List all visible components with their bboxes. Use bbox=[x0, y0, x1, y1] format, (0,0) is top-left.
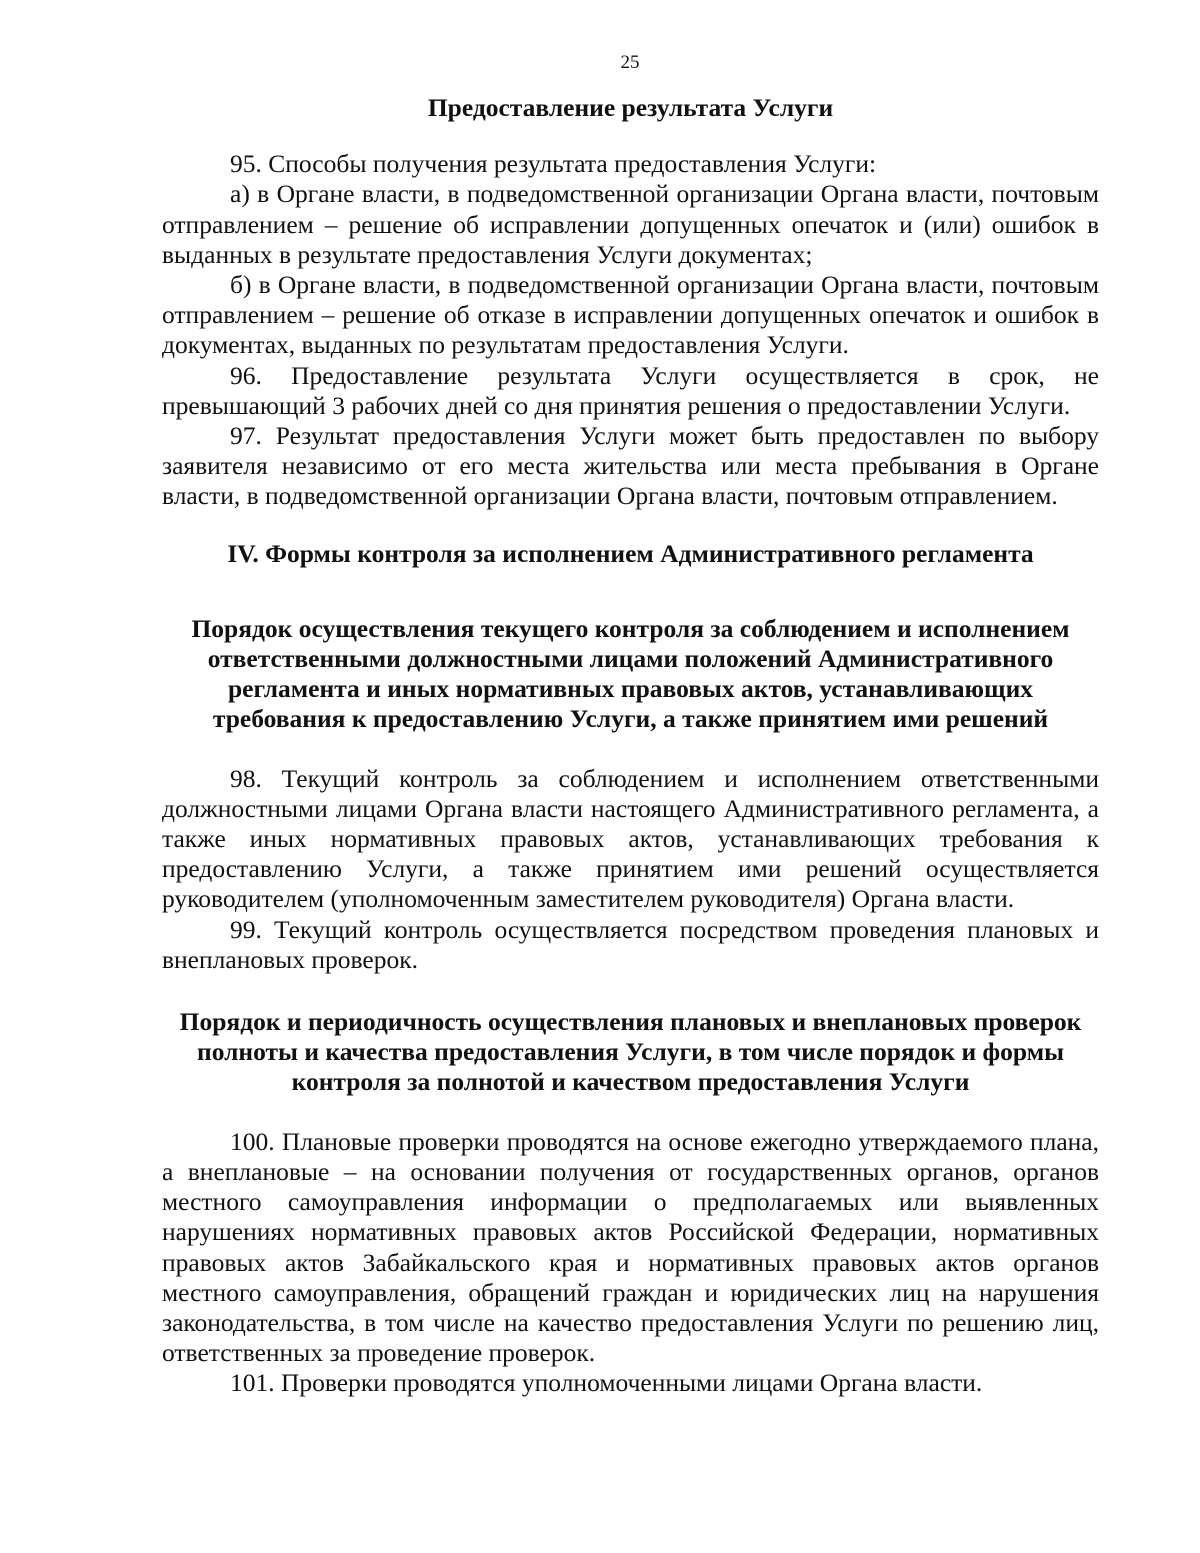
section-heading-result: Предоставление результата Услуги bbox=[427, 93, 834, 122]
paragraph-96: 96. Предоставление результата Услуги осуществляется в срок, не превышающий 3 рабочих дней со дня принятия решения о предоставлении Услуги. bbox=[162, 360, 1099, 420]
paragraph-100: 100. Плановые проверки проводятся на основе ежегодно утверждаемого плана, а внеплановые – на основании получения от государственных органов, органов местного самоуправления информации о предполагаемых или выявленных нарушениях нормативных правовых актов Российской Федерации, нормативных правовых актов Забайкальского края и нормативных правовых актов органов местного самоуправления, обращений граждан и юридических лиц на нарушения законодательства, в том числе на качество предоставления Услуги по решению лиц, ответственных за проведение проверок. bbox=[162, 1126, 1099, 1368]
chapter-heading-iv: IV. Формы контроля за исполнением Административного регламента bbox=[227, 538, 1034, 568]
section-heading-current-control: Порядок осуществления текущего контроля за соблюдением и исполнением ответственными должностными лицами положений Административного регламента и иных нормативных правовых актов, устанавливающих требования к предоставлению Услуги, а также принятием ими решений bbox=[191, 613, 1070, 734]
paragraph-95: 95. Способы получения результата предоставления Услуги: bbox=[230, 149, 877, 179]
paragraph-101: 101. Проверки проводятся уполномоченными лицами Органа власти. bbox=[230, 1368, 983, 1398]
paragraph-98: 98. Текущий контроль за соблюдением и исполнением ответственными должностными лицами Органа власти настоящего Административного регламента, а также иных нормативных правовых актов, устанавливающих требования к предоставлению Услуги, а также принятием ими решений осуществляется руководителем (уполномоченным заместителем руководителя) Органа власти. bbox=[162, 763, 1099, 914]
paragraph-95-b: б) в Органе власти, в подведомственной организации Органа власти, почтовым отправлением – решение об отказе в исправлении допущенных опечаток и ошибок в документах, выданных по результатам предоставления Услуги. bbox=[162, 270, 1099, 360]
paragraph-99: 99. Текущий контроль осуществляется посредством проведения плановых и внеплановых проверок. bbox=[162, 914, 1099, 974]
page-number: 25 bbox=[620, 52, 640, 73]
section-heading-inspections: Порядок и периодичность осуществления плановых и внеплановых проверок полноты и качества предоставления Услуги, в том числе порядок и формы контроля за полнотой и качеством предоставления Услуги bbox=[179, 1007, 1082, 1097]
paragraph-97: 97. Результат предоставления Услуги может быть предоставлен по выбору заявителя независимо от его места жительства или места пребывания в Органе власти, в подведомственной организации Органа власти, почтовым отправлением. bbox=[162, 421, 1099, 511]
page-content bbox=[162, 93, 1099, 1399]
paragraph-95-a: а) в Органе власти, в подведомственной организации Органа власти, почтовым отправлением – решение об исправлении допущенных опечаток и (или) ошибок в выданных в результате предоставления Услуги документах; bbox=[162, 179, 1099, 269]
